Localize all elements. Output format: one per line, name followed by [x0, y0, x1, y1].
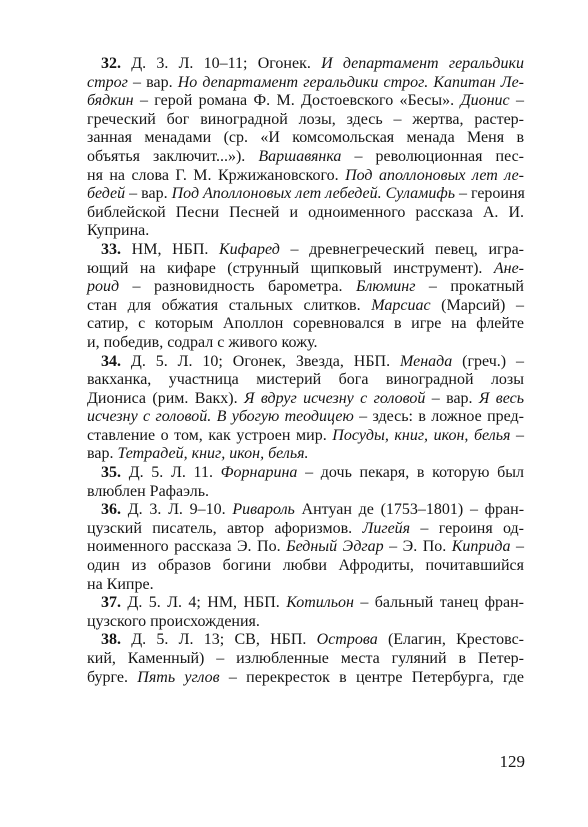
text-run: – прокатный: [415, 278, 524, 296]
note-38: [87, 631, 524, 687]
text-run: – здесь: в ложное пред-: [353, 408, 524, 426]
italic-term: Дионис: [460, 92, 510, 110]
text-run: объятья заключит...»).: [87, 147, 259, 165]
note-line: [87, 669, 524, 688]
text-run: –: [510, 426, 525, 444]
italic-term: Кифаред: [219, 240, 280, 258]
text-run: (греч.) –: [452, 352, 525, 370]
text-run: – герой романа Ф. М. Достоевского «Бесы».: [133, 92, 461, 110]
italic-term: Варшавянка: [258, 147, 342, 165]
italic-term: строг: [87, 73, 128, 91]
text-run: – революционная пес-: [341, 147, 524, 165]
italic-term: Менада: [400, 352, 453, 370]
text-run: стан для обжатия стальных слитков.: [87, 296, 372, 314]
note-line: [87, 427, 524, 446]
note-line: [87, 613, 524, 632]
text-run: Д. 5. Л. 11.: [128, 464, 221, 482]
italic-term: Под аполлоновых лет ле-: [345, 166, 525, 184]
text-run: ня на слова Г. М. Кржижановского.: [87, 166, 346, 184]
text-run: – древнегреческий певец, игра-: [279, 240, 525, 258]
text-run: ющий на кифаре (струнный щипковый инструмент).: [87, 259, 494, 277]
text-run: вар.: [87, 445, 118, 463]
text-run: кий, Каменный) – излюбленные места гуляний в Петер-: [87, 650, 524, 667]
text-run: и, победив, содрал с живого кожу.: [87, 333, 318, 351]
note-line: [87, 297, 524, 316]
text-run: НМ, НБП.: [131, 240, 220, 258]
text-run: – вар.: [125, 185, 172, 203]
note-line: [87, 557, 524, 576]
text-run: греческий бог виноградной лозы, здесь – жертва, растер-: [87, 110, 524, 128]
text-run: –: [509, 92, 524, 110]
note-line: [87, 74, 524, 93]
note-line: [87, 204, 524, 223]
note-33: [87, 241, 524, 353]
text-run: – вар.: [425, 389, 479, 407]
text-run: – разновидность барометра.: [119, 278, 356, 296]
italic-term: Пять углов: [137, 668, 220, 686]
note-line: [87, 222, 524, 241]
note-line: [87, 650, 524, 669]
italic-term: роид: [87, 278, 120, 296]
text-run: ставление о том, как устроен мир.: [87, 426, 333, 444]
italic-term: Но департамент геральдики строг. Капитан Ле-: [177, 73, 525, 91]
text-run: Куприна.: [87, 222, 150, 240]
note-line: [87, 260, 524, 279]
note-number: 34.: [101, 352, 121, 370]
italic-term: Марсиас: [371, 296, 431, 314]
text-run: – героиня од-: [410, 519, 524, 537]
text-run: Д. 5. Л. 4; НМ, НБП.: [127, 594, 287, 612]
italic-term: Ане-: [493, 259, 524, 277]
note-line: [87, 445, 524, 464]
text-run: ноименного рассказа Э. По.: [87, 538, 287, 556]
text-run: Д. 3. Л. 9–10.: [127, 501, 233, 519]
text-run: цузского происхождения.: [87, 612, 260, 630]
note-number: 32.: [101, 55, 121, 72]
note-35: [87, 464, 524, 501]
italic-term: Под Аполлоновых лет лебедей. Суламифь: [171, 185, 455, 203]
italic-term: Лигейя: [362, 519, 411, 537]
note-line: [87, 148, 524, 167]
note-line: [87, 483, 524, 502]
italic-term: И департамент геральдики: [321, 55, 524, 72]
note-line: [87, 631, 524, 650]
note-line: [87, 315, 524, 334]
text-run: Д. 5. Л. 13; СВ, НБП.: [131, 631, 317, 649]
text-run: вакханка, участница мистерий бога виноградной лозы: [87, 371, 524, 389]
text-run: Антуан де (1753–1801) – фран-: [294, 501, 525, 519]
note-line: [87, 538, 524, 557]
text-run: влюблен Рафаэль.: [87, 482, 209, 500]
commentary-notes: [87, 55, 524, 687]
italic-term: Ривароль: [232, 501, 295, 519]
italic-term: Тетрадей, книг, икон, белья.: [117, 445, 309, 463]
text-run: библейской Песни Песней и одноименного рассказа А. И.: [87, 203, 524, 221]
italic-term: бедей: [87, 185, 126, 203]
note-line: [87, 92, 524, 111]
text-run: на Кипре.: [87, 575, 154, 593]
note-line: [87, 371, 524, 390]
note-number: 35.: [101, 464, 121, 482]
note-line: [87, 408, 524, 427]
text-run: – вар.: [127, 73, 178, 91]
note-line: [87, 501, 524, 520]
text-run: цузский писатель, автор афоризмов.: [87, 519, 363, 537]
note-line: [87, 111, 524, 130]
text-run: (Елагин, Крестовс-: [377, 631, 525, 649]
italic-term: Блюминг: [355, 278, 416, 296]
italic-term: Бедный Эдгар: [286, 538, 384, 556]
note-line: [87, 594, 524, 613]
note-line: [87, 167, 524, 186]
italic-term: Посуды, книг, икон, белья: [332, 426, 511, 444]
italic-term: Киприда: [451, 538, 511, 556]
text-run: один из образов богини любви Афродиты, почитавшийся: [87, 557, 524, 575]
note-line: [87, 278, 524, 297]
text-run: занная менадами (ср. «И комсомольская менада Меня в: [87, 129, 524, 147]
note-line: [87, 353, 524, 372]
text-run: бурге.: [87, 668, 138, 686]
note-line: [87, 576, 524, 595]
note-37: [87, 594, 524, 631]
italic-term: Я вдруг исчезну с головой: [243, 389, 426, 407]
note-line: [87, 129, 524, 148]
text-run: – бальный танец фран-: [353, 594, 525, 612]
note-line: [87, 464, 524, 483]
text-run: Д. 3. Л. 10–11; Огонек.: [131, 55, 322, 72]
note-number: 37.: [101, 594, 121, 612]
text-run: Диониса (рим. Вакх).: [87, 389, 244, 407]
note-line: [87, 520, 524, 539]
note-line: [87, 185, 524, 204]
text-run: (Марсий) –: [430, 296, 524, 314]
italic-term: Котильон: [286, 594, 354, 612]
page-number: 129: [499, 752, 525, 771]
italic-term: Острова: [316, 631, 378, 649]
text-run: – героиня: [454, 185, 525, 203]
note-number: 38.: [101, 631, 121, 649]
note-line: [87, 390, 524, 409]
text-run: Д. 5. Л. 10; Огонек, Звезда, НБП.: [130, 352, 400, 370]
text-run: – дочь пекаря, в которую был: [297, 464, 525, 482]
note-line: [87, 241, 524, 260]
note-line: [87, 55, 524, 74]
italic-term: Форнарина: [220, 464, 298, 482]
note-number: 36.: [101, 501, 121, 519]
note-number: 33.: [101, 240, 121, 258]
note-36: [87, 501, 524, 594]
text-run: – Э. По.: [383, 538, 452, 556]
text-run: – перекресток в центре Петербурга, где: [219, 668, 525, 686]
text-run: –: [510, 538, 525, 556]
italic-term: исчезну с головой. В убогую теодицею: [87, 408, 354, 426]
note-34: [87, 353, 524, 465]
italic-term: Я весь: [478, 389, 525, 407]
text-run: сатир, с которым Аполлон соревновался в игре на флейте: [87, 315, 524, 333]
note-line: [87, 334, 524, 353]
note-32: [87, 55, 524, 241]
italic-term: бядкин: [87, 92, 134, 110]
